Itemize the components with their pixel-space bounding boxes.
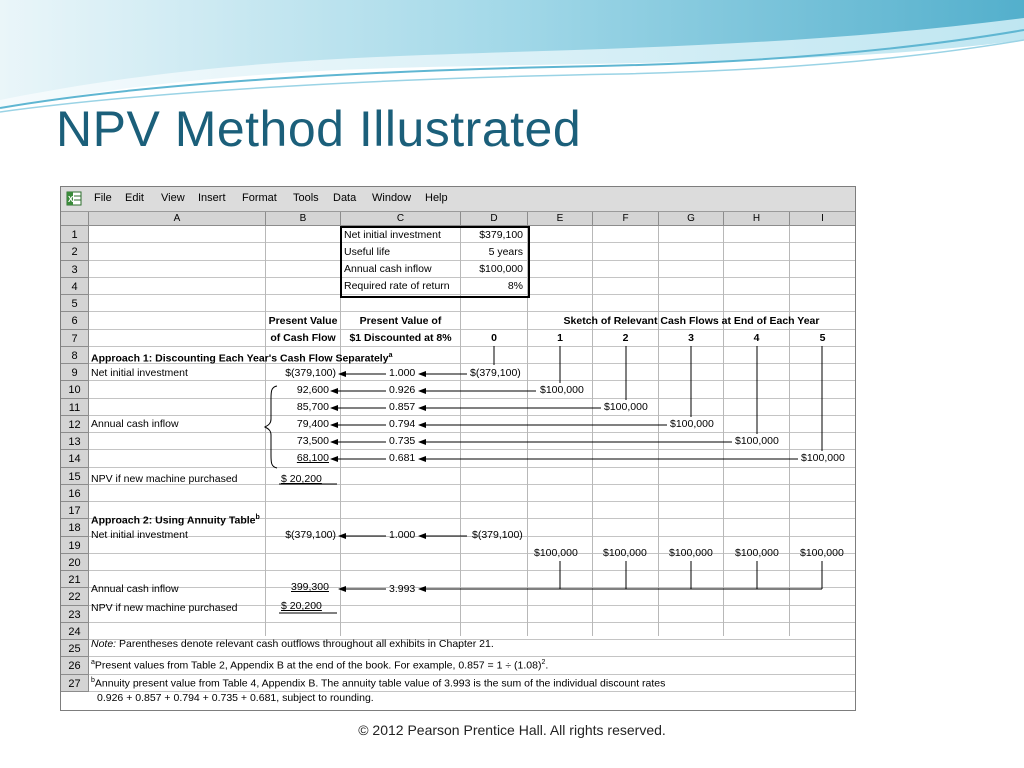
row-gridline bbox=[89, 432, 855, 433]
row-header[interactable]: 11 bbox=[61, 399, 89, 416]
a2-net-initial-investment-label: Net initial investment bbox=[91, 529, 188, 541]
row-gridline bbox=[89, 329, 855, 330]
input-label-investment: Net initial investment bbox=[344, 229, 441, 241]
input-value-useful-life[interactable]: 5 years bbox=[488, 246, 523, 258]
a2-npv-value[interactable]: $ 20,200 bbox=[281, 600, 322, 612]
row-header[interactable]: 27 bbox=[61, 675, 89, 692]
input-label-rate: Required rate of return bbox=[344, 280, 450, 292]
column-header-i[interactable]: I bbox=[790, 212, 856, 226]
select-all-corner[interactable] bbox=[61, 212, 89, 226]
row-gridline bbox=[89, 587, 855, 588]
menu-bar bbox=[61, 187, 855, 212]
a1-cashflow-year0[interactable]: $(379,100) bbox=[470, 367, 521, 379]
row-header[interactable]: 6 bbox=[61, 312, 89, 329]
header-year-4: 4 bbox=[753, 332, 760, 344]
a1-factor-year1[interactable]: 0.926 bbox=[389, 384, 416, 396]
column-header-a[interactable]: A bbox=[89, 212, 266, 226]
row-header[interactable]: 1 bbox=[61, 226, 89, 243]
row-gridline bbox=[89, 311, 855, 312]
a1-net-initial-investment-label: Net initial investment bbox=[91, 367, 188, 379]
column-gridline bbox=[658, 226, 659, 636]
row-header[interactable]: 7 bbox=[61, 330, 89, 347]
note-prefix: Note: bbox=[91, 638, 117, 650]
row-header[interactable]: 13 bbox=[61, 433, 89, 450]
approach2-title-sup: b bbox=[255, 514, 260, 521]
row-gridline bbox=[89, 622, 855, 623]
row-header[interactable]: 4 bbox=[61, 278, 89, 295]
note-24-text: Parentheses denote relevant cash outflows throughout all exhibits in Chapter 21. bbox=[116, 638, 494, 650]
a1-pv-year3[interactable]: 79,400 bbox=[296, 418, 329, 430]
a2-cashflow-year5[interactable]: $100,000 bbox=[800, 547, 844, 559]
row-header[interactable]: 14 bbox=[61, 450, 89, 467]
note-26-text: Annuity present value from Table 4, Appendix B. The annuity table value of 3.993 is the sum of the individual discount rates bbox=[94, 677, 666, 690]
input-label-useful-life: Useful life bbox=[344, 246, 391, 258]
header-present-value-of: Present Value of bbox=[359, 315, 442, 327]
a2-annual-cash-inflow-label: Annual cash inflow bbox=[91, 583, 179, 595]
note-25-sup: a bbox=[91, 659, 95, 666]
column-gridline bbox=[723, 226, 724, 636]
a2-cashflow-year4[interactable]: $100,000 bbox=[735, 547, 779, 559]
a1-pv-year5[interactable]: 68,100 bbox=[296, 452, 329, 464]
header-sketch: Sketch of Relevant Cash Flows at End of Each Year bbox=[563, 315, 820, 327]
header-year-5: 5 bbox=[819, 332, 826, 344]
a1-npv-value[interactable]: $ 20,200 bbox=[281, 473, 322, 485]
a2-npv-label: NPV if new machine purchased bbox=[91, 602, 238, 614]
a1-factor-year2[interactable]: 0.857 bbox=[389, 401, 416, 413]
row-header[interactable]: 24 bbox=[61, 623, 89, 640]
approach1-title-text: Approach 1: Discounting Each Year's Cash Flow Separately bbox=[91, 352, 389, 365]
a1-pv-year4[interactable]: 73,500 bbox=[296, 435, 329, 447]
a1-factor-year5[interactable]: 0.681 bbox=[389, 452, 416, 464]
row-header[interactable]: 26 bbox=[61, 657, 89, 674]
input-value-rate[interactable]: 8% bbox=[507, 280, 523, 292]
row-header[interactable]: 9 bbox=[61, 364, 89, 381]
note-row-24 bbox=[91, 638, 494, 651]
note-25-text: Present values from Table 2, Appendix B at the end of the book. For example, 0.857 = 1 ÷ (1.08) bbox=[94, 659, 542, 672]
a1-factor-year0[interactable]: 1.000 bbox=[389, 367, 416, 379]
note-25-end: . bbox=[545, 659, 549, 672]
column-gridline bbox=[265, 226, 266, 636]
a1-cashflow-year2[interactable]: $100,000 bbox=[604, 401, 648, 413]
menu-format[interactable]: Format bbox=[242, 192, 277, 204]
input-label-annual-inflow: Annual cash inflow bbox=[344, 263, 432, 275]
approach1-title-sup: a bbox=[388, 352, 393, 359]
a1-factor-year4[interactable]: 0.735 bbox=[389, 435, 416, 447]
column-gridline bbox=[789, 226, 790, 636]
menu-edit[interactable]: Edit bbox=[125, 192, 144, 204]
row-header[interactable]: 2 bbox=[61, 243, 89, 260]
row-header[interactable]: 3 bbox=[61, 261, 89, 278]
a1-cashflow-year5[interactable]: $100,000 bbox=[801, 452, 845, 464]
row-header[interactable]: 10 bbox=[61, 381, 89, 398]
column-gridline bbox=[592, 226, 593, 636]
column-header-b[interactable]: B bbox=[266, 212, 341, 226]
column-header-f[interactable]: F bbox=[593, 212, 659, 226]
row-header[interactable]: 17 bbox=[61, 502, 89, 519]
note-row-27: 0.926 + 0.857 + 0.794 + 0.735 + 0.681, subject to rounding. bbox=[97, 692, 374, 704]
a1-npv-label: NPV if new machine purchased bbox=[91, 473, 238, 485]
a2-cashflow-year3[interactable]: $100,000 bbox=[669, 547, 713, 559]
row-gridline bbox=[89, 449, 855, 450]
row-gridline bbox=[89, 346, 855, 347]
a1-cashflow-year1[interactable]: $100,000 bbox=[540, 384, 584, 396]
row-header[interactable]: 15 bbox=[61, 468, 89, 485]
row-header[interactable]: 21 bbox=[61, 571, 89, 588]
menu-window[interactable]: Window bbox=[372, 192, 412, 204]
header-present-value: Present Value bbox=[268, 315, 338, 327]
menu-tools[interactable]: Tools bbox=[293, 192, 319, 204]
row-gridline bbox=[89, 415, 855, 416]
header-year-2: 2 bbox=[622, 332, 629, 344]
approach1-title bbox=[91, 349, 392, 366]
a1-cashflow-year3[interactable]: $100,000 bbox=[670, 418, 714, 430]
note-row-26 bbox=[91, 674, 665, 691]
menu-insert[interactable]: Insert bbox=[198, 192, 226, 204]
a1-cashflow-year4[interactable]: $100,000 bbox=[735, 435, 779, 447]
note-26-sup: b bbox=[91, 677, 95, 684]
row-header[interactable]: 16 bbox=[61, 485, 89, 502]
a1-pv-year2[interactable]: 85,700 bbox=[296, 401, 329, 413]
row-gridline bbox=[89, 467, 855, 468]
a1-annual-cash-inflow-label: Annual cash inflow bbox=[91, 418, 179, 430]
header-discounted-at: $1 Discounted at 8% bbox=[349, 332, 452, 344]
excel-icon[interactable] bbox=[66, 190, 83, 207]
header-year-0: 0 bbox=[491, 332, 497, 344]
a1-pv-year0[interactable]: $(379,100) bbox=[285, 367, 336, 379]
row-header[interactable]: 20 bbox=[61, 554, 89, 571]
column-header-g[interactable]: G bbox=[659, 212, 724, 226]
row-header[interactable]: 19 bbox=[61, 537, 89, 554]
row-header[interactable]: 25 bbox=[61, 640, 89, 657]
row-gridline bbox=[89, 501, 855, 502]
svg-text:X: X bbox=[68, 195, 74, 204]
row-header[interactable]: 8 bbox=[61, 347, 89, 364]
spreadsheet-window bbox=[60, 186, 856, 711]
note-25-exp: 2 bbox=[541, 659, 546, 666]
menu-file[interactable]: File bbox=[94, 192, 112, 204]
column-header-d[interactable]: D bbox=[461, 212, 528, 226]
input-value-annual-inflow[interactable]: $100,000 bbox=[479, 263, 523, 275]
row-gridline bbox=[89, 380, 855, 381]
a2-cashflow-year1[interactable]: $100,000 bbox=[534, 547, 578, 559]
row-header[interactable]: 12 bbox=[61, 416, 89, 433]
a2-pv-annuity[interactable]: 399,300 bbox=[291, 581, 329, 593]
row-header[interactable]: 5 bbox=[61, 295, 89, 312]
a1-factor-year3[interactable]: 0.794 bbox=[389, 418, 416, 430]
header-year-3: 3 bbox=[688, 332, 694, 344]
menu-data[interactable]: Data bbox=[333, 192, 357, 204]
a2-cashflow-year2[interactable]: $100,000 bbox=[603, 547, 647, 559]
row-gridline bbox=[89, 570, 855, 571]
header-of-cash-flow: of Cash Flow bbox=[270, 332, 336, 344]
menu-help[interactable]: Help bbox=[425, 192, 448, 204]
column-header-h[interactable]: H bbox=[724, 212, 790, 226]
a2-cashflow-year0[interactable]: $(379,100) bbox=[472, 529, 523, 541]
row-header[interactable]: 22 bbox=[61, 588, 89, 605]
menu-view[interactable]: View bbox=[161, 192, 185, 204]
column-header-c[interactable]: C bbox=[341, 212, 461, 226]
column-header-e[interactable]: E bbox=[528, 212, 593, 226]
row-gridline bbox=[89, 398, 855, 399]
a2-annuity-factor[interactable]: 3.993 bbox=[389, 583, 416, 595]
approach2-title bbox=[91, 511, 260, 528]
a2-pv-initial[interactable]: $(379,100) bbox=[285, 529, 336, 541]
a2-factor-initial[interactable]: 1.000 bbox=[389, 529, 416, 541]
header-year-1: 1 bbox=[557, 332, 563, 344]
slide-title: NPV Method Illustrated bbox=[56, 101, 582, 157]
copyright-footer: © 2012 Pearson Prentice Hall. All rights reserved. bbox=[358, 722, 666, 738]
input-value-investment[interactable]: $379,100 bbox=[479, 229, 523, 241]
row-header[interactable]: 18 bbox=[61, 519, 89, 536]
note-row-25 bbox=[91, 656, 548, 673]
approach2-title-text: Approach 2: Using Annuity Table bbox=[91, 514, 256, 527]
row-header[interactable]: 23 bbox=[61, 606, 89, 623]
a1-pv-year1[interactable]: 92,600 bbox=[296, 384, 329, 396]
